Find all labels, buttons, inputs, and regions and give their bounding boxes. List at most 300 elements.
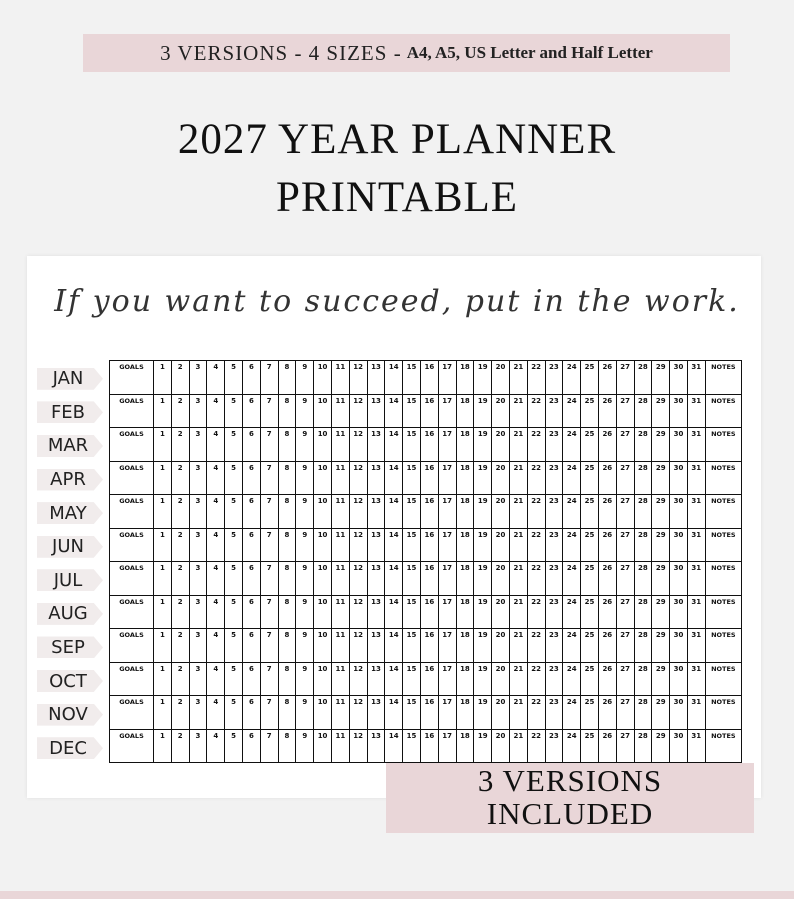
day-cell: 12 [350, 495, 368, 528]
day-cell: 12 [350, 596, 368, 629]
day-cell: 3 [190, 428, 208, 461]
day-cell: 25 [581, 663, 599, 696]
day-cell: 27 [617, 395, 635, 428]
day-cell: 16 [421, 629, 439, 662]
day-cell: 18 [457, 529, 475, 562]
day-cell: 12 [350, 562, 368, 595]
day-cell: 22 [528, 730, 546, 763]
notes-cell: NOTES [711, 631, 736, 639]
day-cell: 13 [368, 462, 386, 495]
day-cell: 19 [474, 696, 492, 729]
month-label-mar: MAR [47, 435, 89, 457]
day-cell: 20 [492, 629, 510, 662]
day-cell: 30 [670, 730, 688, 763]
day-cell: 14 [385, 529, 403, 562]
day-cell: 21 [510, 361, 528, 394]
day-cell: 31 [688, 395, 706, 428]
day-cell: 4 [207, 596, 225, 629]
day-cell: 6 [243, 395, 261, 428]
day-cell: 17 [439, 428, 457, 461]
page-title-line1: 2027 YEAR PLANNER [177, 116, 617, 163]
day-cell: 17 [439, 696, 457, 729]
day-cell: 16 [421, 529, 439, 562]
day-cell: 18 [457, 562, 475, 595]
day-cell: 1 [154, 462, 172, 495]
day-cell: 30 [670, 395, 688, 428]
day-cell: 11 [332, 663, 350, 696]
day-cell: 6 [243, 462, 261, 495]
day-cell: 30 [670, 462, 688, 495]
day-cell: 9 [296, 462, 314, 495]
day-cell: 25 [581, 596, 599, 629]
day-cell: 14 [385, 663, 403, 696]
notes-cell: NOTES [711, 698, 736, 706]
day-cell: 21 [510, 428, 528, 461]
day-cell: 7 [261, 596, 279, 629]
day-cell: 29 [652, 395, 670, 428]
day-cell: 28 [635, 663, 653, 696]
day-cell: 29 [652, 562, 670, 595]
day-cell: 22 [528, 562, 546, 595]
month-row-jul [110, 562, 741, 596]
notes-cell: NOTES [711, 731, 736, 740]
day-cell: 12 [350, 696, 368, 729]
day-cell: 9 [296, 696, 314, 729]
day-cell: 11 [332, 529, 350, 562]
day-cell: 30 [670, 562, 688, 595]
day-cell: 8 [279, 395, 297, 428]
day-cell: 31 [688, 529, 706, 562]
day-cell: 13 [368, 395, 386, 428]
day-cell: 9 [296, 361, 314, 394]
day-cell: 5 [225, 730, 243, 763]
day-cell: 18 [457, 596, 475, 629]
day-cell: 12 [350, 529, 368, 562]
day-cell: 1 [154, 495, 172, 528]
day-cell: 26 [599, 529, 617, 562]
day-cell: 2 [172, 462, 190, 495]
day-cell: 26 [599, 395, 617, 428]
day-cell: 21 [510, 395, 528, 428]
day-cell: 17 [439, 663, 457, 696]
day-cell: 23 [546, 562, 564, 595]
day-cell: 12 [350, 629, 368, 662]
day-cell: 17 [439, 629, 457, 662]
day-cell: 10 [314, 663, 332, 696]
day-cell: 15 [403, 663, 421, 696]
day-cell: 3 [190, 462, 208, 495]
day-cell: 25 [581, 562, 599, 595]
day-cell: 27 [617, 730, 635, 763]
day-cell: 9 [296, 562, 314, 595]
day-cell: 19 [474, 462, 492, 495]
goals-cell: GOALS [110, 361, 154, 394]
notes-cell: NOTES [711, 396, 736, 405]
day-cell: 24 [563, 629, 581, 662]
day-cell: 27 [617, 428, 635, 461]
day-cell: 6 [243, 529, 261, 562]
day-cell: 21 [510, 663, 528, 696]
day-cell: 5 [225, 428, 243, 461]
day-cell: 30 [670, 361, 688, 394]
day-cell: 8 [279, 361, 297, 394]
day-cell: 25 [581, 696, 599, 729]
day-cell: 9 [296, 663, 314, 696]
day-cell: 10 [314, 529, 332, 562]
day-cell: 21 [510, 462, 528, 495]
day-cell: 25 [581, 462, 599, 495]
day-cell: 3 [190, 696, 208, 729]
day-cell: 24 [563, 562, 581, 595]
day-cell: 10 [314, 562, 332, 595]
day-cell: 3 [190, 730, 208, 763]
sizes-list: A4, A5, US Letter and Half Letter [406, 43, 653, 62]
month-row-feb [110, 395, 741, 429]
year-planner-grid [109, 360, 742, 763]
day-cell: 12 [350, 361, 368, 394]
day-cell: 14 [385, 428, 403, 461]
day-cell: 27 [617, 495, 635, 528]
day-cell: 14 [385, 696, 403, 729]
day-cell: 1 [154, 562, 172, 595]
day-cell: 23 [546, 629, 564, 662]
day-cell: 30 [670, 696, 688, 729]
day-cell: 31 [688, 428, 706, 461]
notes-cell: NOTES [711, 497, 736, 505]
day-cell: 28 [635, 428, 653, 461]
day-cell: 3 [190, 529, 208, 562]
day-cell: 6 [243, 696, 261, 729]
day-cell: 2 [172, 629, 190, 662]
day-cell: 6 [243, 495, 261, 528]
day-cell: 3 [190, 629, 208, 662]
day-cell: 24 [563, 663, 581, 696]
day-cell: 13 [368, 629, 386, 662]
day-cell: 18 [457, 495, 475, 528]
day-cell: 6 [243, 629, 261, 662]
notes-cell: NOTES [711, 463, 736, 472]
day-cell: 11 [332, 428, 350, 461]
day-cell: 6 [243, 562, 261, 595]
goals-cell: GOALS [110, 663, 154, 696]
day-cell: 13 [368, 730, 386, 763]
day-cell: 29 [652, 596, 670, 629]
day-cell: 30 [670, 529, 688, 562]
day-cell: 2 [172, 395, 190, 428]
notes-cell: NOTES [711, 430, 736, 438]
day-cell: 29 [652, 361, 670, 394]
day-cell: 8 [279, 462, 297, 495]
page-title-line2: PRINTABLE [275, 174, 519, 221]
day-cell: 27 [617, 529, 635, 562]
day-cell: 20 [492, 361, 510, 394]
day-cell: 16 [421, 462, 439, 495]
bottom-accent-strip [0, 891, 794, 899]
day-cell: 5 [225, 596, 243, 629]
day-cell: 13 [368, 696, 386, 729]
goals-cell: GOALS [110, 529, 154, 562]
day-cell: 9 [296, 428, 314, 461]
day-cell: 1 [154, 663, 172, 696]
day-cell: 2 [172, 495, 190, 528]
month-row-jun [110, 529, 741, 563]
day-cell: 3 [190, 361, 208, 394]
day-cell: 19 [474, 562, 492, 595]
day-cell: 31 [688, 730, 706, 763]
day-cell: 26 [599, 428, 617, 461]
day-cell: 13 [368, 428, 386, 461]
day-cell: 11 [332, 562, 350, 595]
day-cell: 24 [563, 730, 581, 763]
month-label-feb: FEB [50, 401, 86, 423]
day-cell: 13 [368, 562, 386, 595]
day-cell: 4 [207, 562, 225, 595]
day-cell: 21 [510, 596, 528, 629]
day-cell: 22 [528, 395, 546, 428]
day-cell: 7 [261, 529, 279, 562]
month-row-dec [110, 730, 741, 763]
day-cell: 5 [225, 361, 243, 394]
day-cell: 26 [599, 361, 617, 394]
day-cell: 5 [225, 696, 243, 729]
day-cell: 24 [563, 428, 581, 461]
day-cell: 17 [439, 730, 457, 763]
day-cell: 12 [350, 663, 368, 696]
day-cell: 16 [421, 663, 439, 696]
day-cell: 17 [439, 395, 457, 428]
day-cell: 5 [225, 495, 243, 528]
day-cell: 25 [581, 428, 599, 461]
day-cell: 17 [439, 361, 457, 394]
day-cell: 31 [688, 462, 706, 495]
day-cell: 19 [474, 529, 492, 562]
day-cell: 3 [190, 562, 208, 595]
day-cell: 18 [457, 395, 475, 428]
day-cell: 26 [599, 596, 617, 629]
day-cell: 21 [510, 562, 528, 595]
day-cell: 1 [154, 730, 172, 763]
day-cell: 25 [581, 629, 599, 662]
day-cell: 5 [225, 529, 243, 562]
day-cell: 19 [474, 663, 492, 696]
day-cell: 18 [457, 663, 475, 696]
day-cell: 20 [492, 696, 510, 729]
day-cell: 24 [563, 361, 581, 394]
goals-cell: GOALS [110, 395, 154, 428]
day-cell: 29 [652, 529, 670, 562]
day-cell: 17 [439, 529, 457, 562]
day-cell: 25 [581, 361, 599, 394]
day-cell: 13 [368, 663, 386, 696]
day-cell: 9 [296, 395, 314, 428]
month-row-nov [110, 696, 741, 730]
versions-sizes-banner [83, 34, 730, 72]
day-cell: 23 [546, 529, 564, 562]
day-cell: 8 [279, 495, 297, 528]
notes-cell: NOTES [711, 564, 736, 572]
day-cell: 15 [403, 596, 421, 629]
day-cell: 3 [190, 663, 208, 696]
day-cell: 22 [528, 462, 546, 495]
day-cell: 5 [225, 663, 243, 696]
day-cell: 28 [635, 730, 653, 763]
day-cell: 12 [350, 730, 368, 763]
day-cell: 16 [421, 495, 439, 528]
day-cell: 22 [528, 428, 546, 461]
day-cell: 16 [421, 596, 439, 629]
day-cell: 26 [599, 730, 617, 763]
month-row-jan [110, 361, 741, 395]
day-cell: 29 [652, 495, 670, 528]
day-cell: 12 [350, 395, 368, 428]
day-cell: 6 [243, 361, 261, 394]
day-cell: 19 [474, 495, 492, 528]
day-cell: 18 [457, 428, 475, 461]
day-cell: 27 [617, 361, 635, 394]
day-cell: 1 [154, 529, 172, 562]
day-cell: 8 [279, 562, 297, 595]
day-cell: 18 [457, 730, 475, 763]
month-label-nov: NOV [48, 704, 88, 726]
day-cell: 18 [457, 361, 475, 394]
day-cell: 23 [546, 663, 564, 696]
day-cell: 14 [385, 395, 403, 428]
day-cell: 28 [635, 395, 653, 428]
day-cell: 19 [474, 596, 492, 629]
day-cell: 4 [207, 529, 225, 562]
day-cell: 23 [546, 596, 564, 629]
day-cell: 1 [154, 395, 172, 428]
day-cell: 8 [279, 529, 297, 562]
day-cell: 9 [296, 596, 314, 629]
day-cell: 16 [421, 696, 439, 729]
day-cell: 23 [546, 395, 564, 428]
day-cell: 7 [261, 562, 279, 595]
day-cell: 7 [261, 696, 279, 729]
day-cell: 23 [546, 462, 564, 495]
day-cell: 15 [403, 395, 421, 428]
day-cell: 28 [635, 596, 653, 629]
day-cell: 9 [296, 529, 314, 562]
month-row-oct [110, 663, 741, 697]
day-cell: 29 [652, 663, 670, 696]
day-cell: 17 [439, 462, 457, 495]
day-cell: 29 [652, 629, 670, 662]
day-cell: 7 [261, 462, 279, 495]
day-cell: 15 [403, 629, 421, 662]
day-cell: 6 [243, 428, 261, 461]
day-cell: 21 [510, 629, 528, 662]
day-cell: 11 [332, 730, 350, 763]
day-cell: 10 [314, 395, 332, 428]
day-cell: 10 [314, 730, 332, 763]
day-cell: 7 [261, 361, 279, 394]
day-cell: 15 [403, 462, 421, 495]
day-cell: 25 [581, 395, 599, 428]
day-cell: 21 [510, 529, 528, 562]
day-cell: 13 [368, 361, 386, 394]
day-cell: 14 [385, 730, 403, 763]
day-cell: 24 [563, 495, 581, 528]
goals-cell: GOALS [110, 562, 154, 595]
day-cell: 28 [635, 495, 653, 528]
day-cell: 20 [492, 462, 510, 495]
day-cell: 30 [670, 428, 688, 461]
day-cell: 16 [421, 730, 439, 763]
day-cell: 31 [688, 495, 706, 528]
notes-cell: NOTES [711, 597, 736, 606]
day-cell: 24 [563, 462, 581, 495]
day-cell: 26 [599, 495, 617, 528]
day-cell: 2 [172, 428, 190, 461]
day-cell: 2 [172, 596, 190, 629]
day-cell: 9 [296, 629, 314, 662]
day-cell: 20 [492, 428, 510, 461]
day-cell: 30 [670, 495, 688, 528]
versions-included-line2: INCLUDED [486, 796, 654, 831]
day-cell: 4 [207, 428, 225, 461]
day-cell: 22 [528, 361, 546, 394]
day-cell: 3 [190, 495, 208, 528]
day-cell: 16 [421, 562, 439, 595]
goals-cell: GOALS [110, 596, 154, 629]
day-cell: 27 [617, 462, 635, 495]
month-label-jan: JAN [52, 368, 84, 390]
day-cell: 31 [688, 562, 706, 595]
day-cell: 5 [225, 629, 243, 662]
day-cell: 2 [172, 529, 190, 562]
goals-cell: GOALS [110, 696, 154, 729]
day-cell: 27 [617, 696, 635, 729]
day-cell: 19 [474, 428, 492, 461]
day-cell: 8 [279, 696, 297, 729]
day-cell: 18 [457, 696, 475, 729]
day-cell: 21 [510, 696, 528, 729]
day-cell: 23 [546, 495, 564, 528]
day-cell: 14 [385, 462, 403, 495]
day-cell: 6 [243, 730, 261, 763]
day-cell: 15 [403, 529, 421, 562]
day-cell: 10 [314, 361, 332, 394]
day-cell: 26 [599, 663, 617, 696]
day-cell: 15 [403, 361, 421, 394]
day-cell: 11 [332, 462, 350, 495]
day-cell: 7 [261, 495, 279, 528]
day-cell: 3 [190, 596, 208, 629]
day-cell: 9 [296, 730, 314, 763]
day-cell: 31 [688, 629, 706, 662]
day-cell: 7 [261, 395, 279, 428]
notes-cell: NOTES [711, 363, 736, 371]
day-cell: 19 [474, 629, 492, 662]
day-cell: 12 [350, 428, 368, 461]
day-cell: 8 [279, 596, 297, 629]
day-cell: 8 [279, 428, 297, 461]
day-cell: 26 [599, 629, 617, 662]
day-cell: 28 [635, 361, 653, 394]
day-cell: 5 [225, 395, 243, 428]
day-cell: 27 [617, 629, 635, 662]
day-cell: 2 [172, 696, 190, 729]
month-row-sep [110, 629, 741, 663]
day-cell: 8 [279, 730, 297, 763]
day-cell: 22 [528, 663, 546, 696]
day-cell: 16 [421, 428, 439, 461]
goals-cell: GOALS [110, 730, 154, 763]
day-cell: 16 [421, 395, 439, 428]
day-cell: 15 [403, 696, 421, 729]
day-cell: 4 [207, 395, 225, 428]
